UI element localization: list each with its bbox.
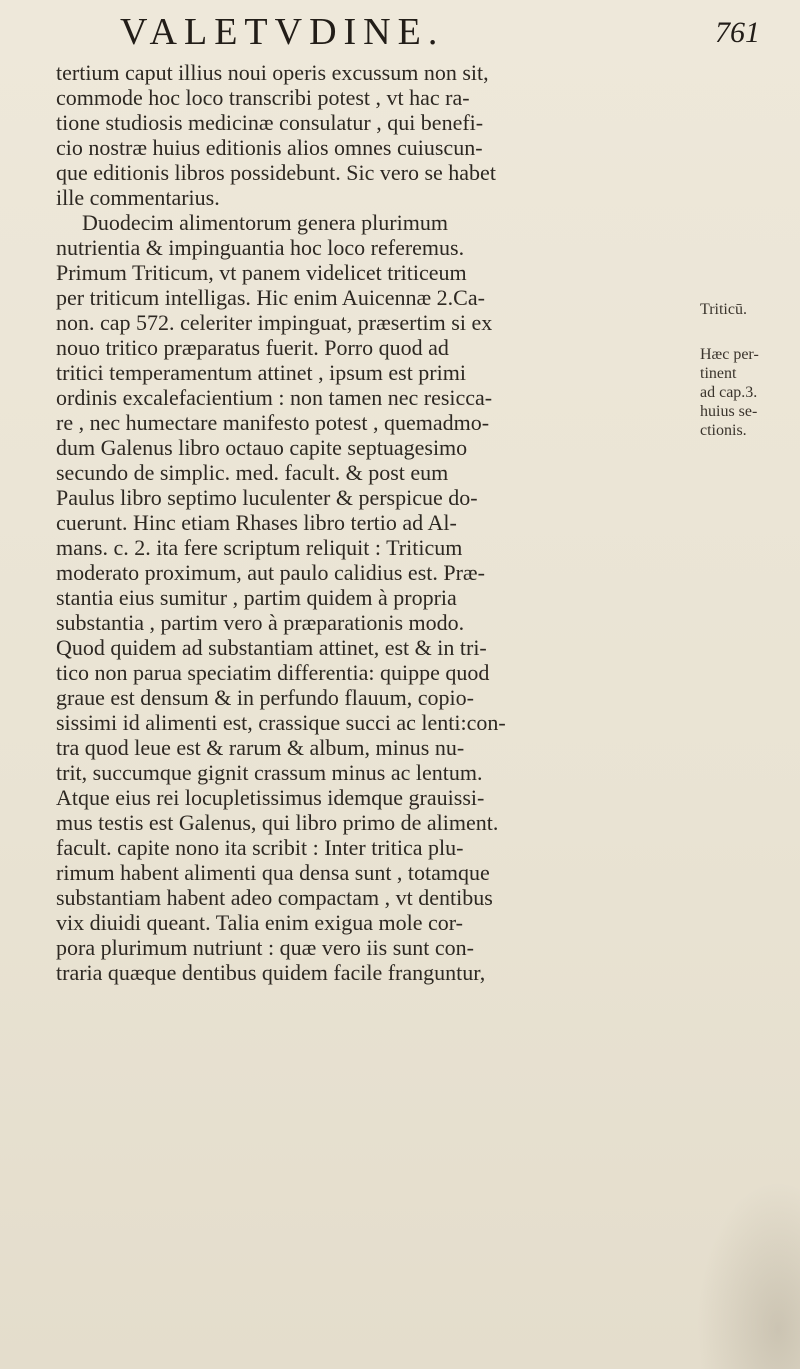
page-header [60, 8, 760, 56]
text-line: rimum habent alimenti qua densa sunt , totamque [56, 860, 490, 885]
text-line: mans. c. 2. ita fere scriptum reliquit : Triticum [56, 535, 463, 560]
text-line: moderato proximum, aut paulo calidius est. Præ- [56, 560, 485, 585]
page-stain [690, 1169, 800, 1369]
margin-note-line: huius se- [700, 403, 758, 420]
text-line: ille commentarius. [56, 185, 220, 210]
text-line: non. cap 572. celeriter impinguat, præsertim si ex [56, 310, 493, 335]
page-number: 761 [715, 16, 760, 49]
text-line: pora plurimum nutriunt : quæ vero iis sunt con- [56, 935, 474, 960]
text-line: secundo de simplic. med. facult. & post eum [56, 460, 449, 485]
margin-note-line: Hæc per- [700, 346, 759, 363]
text-line: tertium caput illius noui operis excussum non sit, [56, 60, 489, 85]
text-line: mus testis est Galenus, qui libro primo de aliment. [56, 810, 499, 835]
text-line: nutrientia & impinguantia hoc loco referemus. [56, 235, 465, 260]
text-line: substantia , partim vero à præparationis modo. [56, 610, 465, 635]
margin-note-triticum: Triticū. [700, 301, 747, 318]
text-line: Quod quidem ad substantiam attinet, est & in tri- [56, 635, 487, 660]
text-line: commode hoc loco transcribi potest , vt hac ra- [56, 85, 470, 110]
text-line: tione studiosis medicinæ consulatur , qui benefi- [56, 110, 484, 135]
text-line: tico non parua speciatim differentia: quippe quod [56, 660, 490, 685]
text-line: vix diuidi queant. Talia enim exigua mole cor- [56, 910, 463, 935]
body-text [56, 60, 680, 985]
text-line: Atque eius rei locupletissimus idemque grauissi- [56, 785, 485, 810]
text-line: dum Galenus libro octauo capite septuagesimo [56, 435, 468, 460]
margin-note-line: ad cap.3. [700, 384, 758, 401]
text-line: ordinis excalefacientium : non tamen nec resicca- [56, 385, 493, 410]
text-line: Primum Triticum, vt panem videlicet triticeum [56, 260, 467, 285]
text-line: Duodecim alimentorum genera plurimum [82, 210, 448, 235]
text-line: cuerunt. Hinc etiam Rhases libro tertio ad Al- [56, 510, 457, 535]
text-line: que editionis libros possidebunt. Sic vero se habet [56, 160, 496, 185]
text-line: tritici temperamentum attinet , ipsum est primi [56, 360, 466, 385]
text-line: sissimi id alimenti est, crassique succi ac lenti:con- [56, 710, 506, 735]
text-line: tra quod leue est & rarum & album, minus nu- [56, 735, 465, 760]
text-line: Paulus libro septimo luculenter & perspicue do- [56, 485, 478, 510]
text-line: stantia eius sumitur , partim quidem à propria [56, 585, 457, 610]
text-line: traria quæque dentibus quidem facile franguntur, [56, 960, 486, 985]
margin-notes [700, 300, 796, 440]
text-line: nouo tritico præparatus fuerit. Porro quod ad [56, 335, 449, 360]
margin-note-line: tinent [700, 365, 737, 382]
text-line: graue est densum & in perfundo flauum, copio- [56, 685, 474, 710]
text-line: trit, succumque gignit crassum minus ac lentum. [56, 760, 483, 785]
text-line: cio nostræ huius editionis alios omnes cuiuscun- [56, 135, 483, 160]
text-line: re , nec humectare manifesto potest , quemadmo- [56, 410, 490, 435]
text-line: facult. capite nono ita scribit : Inter tritica plu- [56, 835, 464, 860]
text-line: per triticum intelligas. Hic enim Auicennæ 2.Ca- [56, 285, 485, 310]
margin-note-line: ctionis. [700, 422, 747, 439]
text-line: substantiam habent adeo compactam , vt dentibus [56, 885, 493, 910]
running-head: VALETVDINE. [120, 11, 445, 53]
